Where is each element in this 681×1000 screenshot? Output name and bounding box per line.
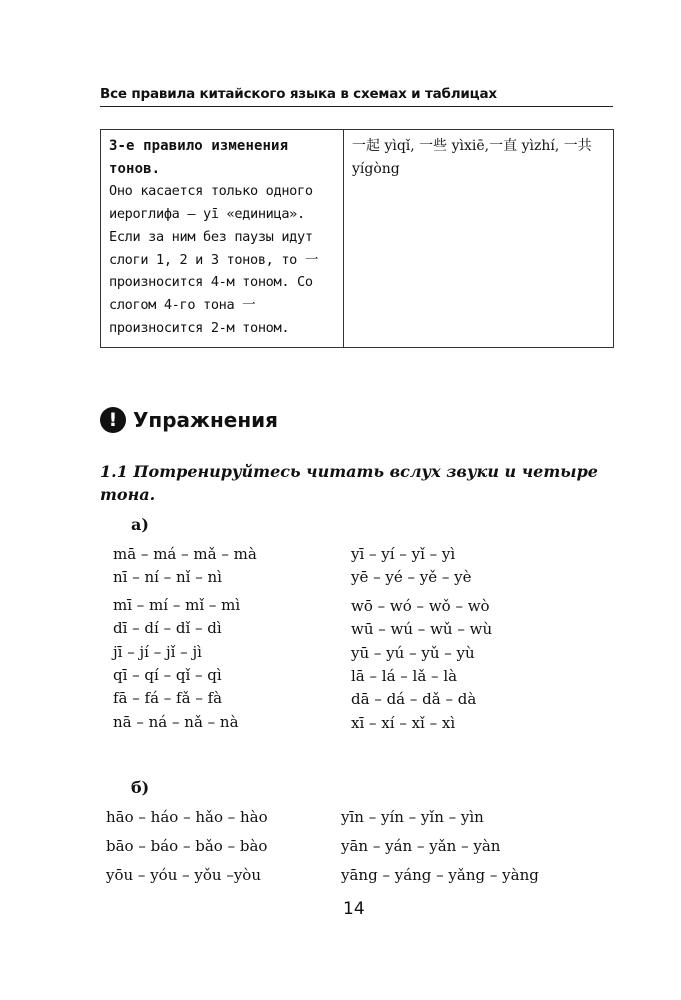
list-item: yōu – yóu – yǒu –yòu: [106, 866, 262, 884]
list-item: yīn – yín – yǐn – yìn: [341, 808, 484, 826]
list-item: mā – má – mǎ – mà: [113, 545, 257, 563]
list-item: nī – ní – nǐ – nì: [113, 568, 222, 586]
list-item: dī – dí – dǐ – dì: [113, 619, 222, 637]
rule-title: 3-е правило изменения тонов.: [109, 138, 289, 177]
page-number: 14: [343, 899, 365, 919]
section-heading: [100, 407, 278, 433]
list-item: yān – yán – yǎn – yàn: [341, 837, 501, 855]
part-a-label: а): [131, 515, 149, 534]
table-row: [101, 130, 614, 348]
list-item: mī – mí – mǐ – mì: [113, 596, 241, 614]
list-item: wō – wó – wǒ – wò: [351, 597, 490, 615]
exercise-task: 1.1 Потренируйтесь читать вслух звуки и четыре тона.: [100, 462, 598, 504]
list-item: fā – fá – fǎ – fà: [113, 689, 223, 707]
list-item: yē – yé – yě – yè: [351, 568, 472, 586]
list-item: hāo – háo – hǎo – hào: [106, 808, 268, 826]
tone-rule-table: [100, 129, 614, 348]
list-item: yāng – yáng – yǎng – yàng: [341, 866, 539, 884]
list-item: qī – qí – qǐ – qì: [113, 666, 222, 684]
list-item: wū – wú – wǔ – wù: [351, 620, 493, 638]
rule-cell: [101, 130, 344, 348]
part-b-label: б): [131, 778, 150, 797]
running-title: Все правила китайского языка в схемах и таблицах: [100, 86, 497, 102]
list-item: yī – yí – yǐ – yì: [351, 545, 456, 563]
list-item: bāo – báo – bǎo – bào: [106, 837, 268, 855]
list-item: yū – yú – yǔ – yù: [351, 644, 475, 662]
list-item: dā – dá – dǎ – dà: [351, 690, 477, 708]
list-item: xī – xí – xǐ – xì: [351, 714, 456, 732]
section-title: Упражнения: [133, 408, 279, 432]
rule-description: Оно касается только одного иероглифа — yī «единица». Если за ним без паузы идут слоги 1, 2 и 3 тонов, то 一 произносится 4-м тоном. Со слогом 4-го тона 一 произносится 2-м тоном.: [109, 183, 319, 336]
list-item: lā – lá – lǎ – là: [351, 667, 458, 685]
rule-examples: 一起 yìqǐ, 一些 yìxiē,一直 yìzhí, 一共 yígòng: [352, 138, 592, 177]
header-divider: [100, 106, 613, 107]
list-item: jī – jí – jǐ – jì: [113, 643, 202, 661]
exclamation-icon: !: [100, 407, 126, 433]
example-cell: [344, 130, 614, 348]
list-item: nā – ná – nǎ – nà: [113, 713, 239, 731]
